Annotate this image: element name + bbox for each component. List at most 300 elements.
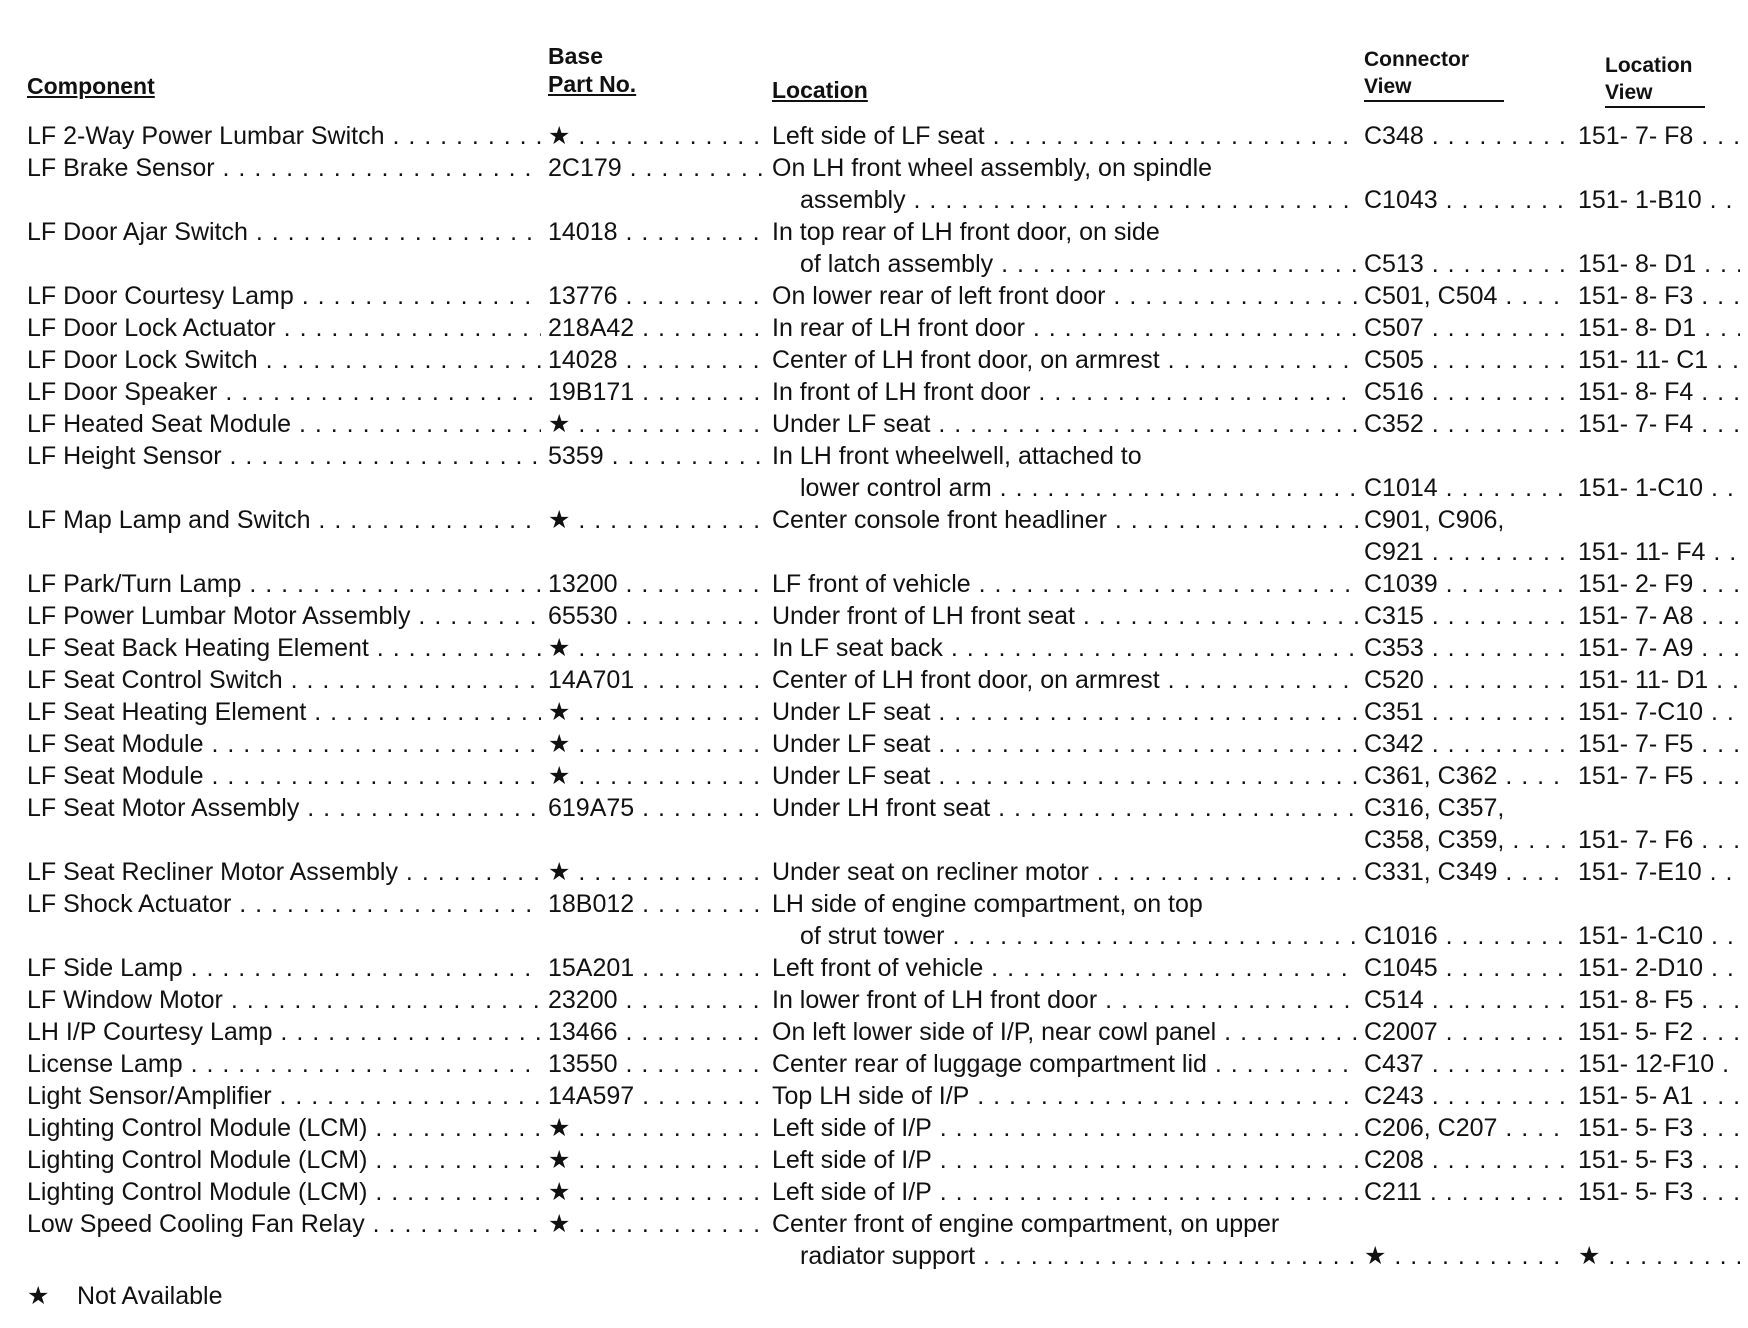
- component-cell-text: LF Shock Actuator: [27, 890, 232, 918]
- component-cell-text: LF Door Lock Switch: [27, 346, 258, 374]
- part-number-cell-text: 5359: [548, 442, 604, 470]
- connector-cell: [1364, 792, 1566, 824]
- part-number-cell: [548, 728, 766, 760]
- table-row: [0, 312, 1748, 344]
- part-number-cell: [548, 376, 766, 408]
- component-cell-text: LF Seat Heating Element: [27, 698, 307, 726]
- location-cell-text: Under LF seat: [772, 698, 931, 726]
- component-cell: [27, 984, 541, 1016]
- table-row: [0, 920, 1748, 952]
- table-row: [0, 280, 1748, 312]
- location-view-cell-text: 151- 1-B10: [1578, 186, 1702, 214]
- component-cell: [27, 504, 541, 536]
- location-cell-text: In LH front wheelwell, attached to: [772, 442, 1142, 470]
- location-view-cell-text: 151- 7- F4: [1578, 410, 1694, 438]
- connector-cell-text: C316, C357,: [1364, 794, 1505, 822]
- component-cell-text: LF Seat Control Switch: [27, 666, 283, 694]
- connector-cell-text: C1039: [1364, 570, 1438, 598]
- connector-cell-text: C348: [1364, 122, 1424, 150]
- component-cell-text: LF Power Lumbar Motor Assembly: [27, 602, 411, 630]
- component-cell-text: LF Height Sensor: [27, 442, 222, 470]
- component-cell: [27, 856, 541, 888]
- connector-cell: [1364, 504, 1566, 536]
- location-view-cell-text: 151- 7- F5: [1578, 762, 1694, 790]
- part-number-cell: [548, 152, 766, 184]
- table-row: [0, 696, 1748, 728]
- connector-cell: [1364, 760, 1566, 792]
- header-connector-line1: Connector: [1364, 48, 1469, 71]
- part-number-cell: [548, 984, 766, 1016]
- location-view-cell-text: 151- 1-C10: [1578, 922, 1704, 950]
- component-cell-text: LF Seat Back Heating Element: [27, 634, 369, 662]
- location-view-cell: [1578, 1080, 1740, 1112]
- connector-cell-text: C243: [1364, 1082, 1424, 1110]
- location-view-cell: [1578, 600, 1740, 632]
- part-number-cell: [548, 856, 766, 888]
- part-number-cell-text: ★: [548, 1146, 571, 1174]
- connector-cell-text: C331, C349: [1364, 858, 1498, 886]
- part-number-cell: [548, 1016, 766, 1048]
- part-number-cell: [548, 888, 766, 920]
- part-number-cell-text: 13466: [548, 1018, 618, 1046]
- part-number-cell: [548, 1048, 766, 1080]
- location-view-cell: [1578, 344, 1740, 376]
- location-cell: [800, 248, 1358, 280]
- table-row: [0, 536, 1748, 568]
- table-row: [0, 1144, 1748, 1176]
- connector-cell-text: C351: [1364, 698, 1424, 726]
- component-cell-text: LF Door Speaker: [27, 378, 218, 406]
- connector-cell: [1364, 856, 1566, 888]
- component-cell: [27, 696, 541, 728]
- part-number-cell-text: 13200: [548, 570, 618, 598]
- location-cell: [772, 1048, 1358, 1080]
- location-view-cell-text: 151- 7- F6: [1578, 826, 1694, 854]
- location-view-cell: [1578, 920, 1740, 952]
- table-row: [0, 1240, 1748, 1272]
- connector-cell: [1364, 1176, 1566, 1208]
- part-number-cell-text: ★: [548, 858, 571, 886]
- table-row: [0, 728, 1748, 760]
- header-component: [27, 72, 155, 100]
- part-number-cell: [548, 568, 766, 600]
- part-number-cell: [548, 632, 766, 664]
- part-number-cell-text: 19B171: [548, 378, 635, 406]
- location-cell: [772, 1176, 1358, 1208]
- location-view-cell: [1578, 1048, 1740, 1080]
- table-row: [0, 600, 1748, 632]
- part-number-cell-text: ★: [548, 698, 571, 726]
- location-view-cell: [1578, 248, 1740, 280]
- connector-cell: [1364, 1016, 1566, 1048]
- component-cell: [27, 664, 541, 696]
- connector-cell: [1364, 696, 1566, 728]
- location-view-cell: [1578, 984, 1740, 1016]
- location-cell-text: In rear of LH front door: [772, 314, 1025, 342]
- part-number-cell: [548, 504, 766, 536]
- table-row: [0, 376, 1748, 408]
- header-base-part-line1: Base: [548, 43, 603, 69]
- component-cell-text: Lighting Control Module (LCM): [27, 1114, 368, 1142]
- table-row: [0, 248, 1748, 280]
- location-view-cell-text: 151- 7- A8: [1578, 602, 1694, 630]
- connector-cell-text: C206, C207: [1364, 1114, 1498, 1142]
- part-number-cell-text: ★: [548, 122, 571, 150]
- location-view-cell-text: 151- 5- F3: [1578, 1146, 1694, 1174]
- part-number-cell-text: 14018: [548, 218, 618, 246]
- component-cell-text: Light Sensor/Amplifier: [27, 1082, 272, 1110]
- component-cell-text: License Lamp: [27, 1050, 183, 1078]
- component-cell: [27, 1144, 541, 1176]
- connector-cell-text: C513: [1364, 250, 1424, 278]
- table-row: [0, 408, 1748, 440]
- connector-cell-text: C501, C504: [1364, 282, 1498, 310]
- location-cell-text: Left side of I/P: [772, 1114, 932, 1142]
- component-cell-text: LF Door Lock Actuator: [27, 314, 276, 342]
- component-cell: [27, 632, 541, 664]
- table-row: [0, 792, 1748, 824]
- location-view-cell: [1578, 568, 1740, 600]
- connector-cell: [1364, 1240, 1566, 1272]
- connector-cell: [1364, 248, 1566, 280]
- location-view-cell-text: 151- 5- F3: [1578, 1178, 1694, 1206]
- location-cell: [772, 1144, 1358, 1176]
- part-number-cell: [548, 312, 766, 344]
- location-cell-text: Left side of I/P: [772, 1146, 932, 1174]
- location-cell: [800, 920, 1358, 952]
- component-cell-text: LF Map Lamp and Switch: [27, 506, 311, 534]
- location-cell-text: Center of LH front door, on armrest: [772, 666, 1160, 694]
- location-cell: [772, 344, 1358, 376]
- connector-cell-text: C342: [1364, 730, 1424, 758]
- footnote: [27, 1280, 222, 1312]
- component-cell: [27, 568, 541, 600]
- location-cell-text: of latch assembly: [800, 250, 994, 278]
- connector-cell-text: C2007: [1364, 1018, 1438, 1046]
- location-cell-text: assembly: [800, 186, 906, 214]
- location-view-cell-text: 151- 7-C10: [1578, 698, 1704, 726]
- connector-cell-text: C1016: [1364, 922, 1438, 950]
- location-view-cell-text: 151- 11- F4: [1578, 538, 1706, 566]
- location-cell-text: Left front of vehicle: [772, 954, 984, 982]
- location-cell-text: Under LF seat: [772, 410, 931, 438]
- part-number-cell: [548, 1176, 766, 1208]
- connector-cell: [1364, 1112, 1566, 1144]
- location-view-cell-text: 151- 11- C1: [1578, 346, 1709, 374]
- component-cell-text: LF Seat Module: [27, 730, 204, 758]
- connector-cell: [1364, 568, 1566, 600]
- location-cell: [772, 120, 1358, 152]
- component-cell: [27, 952, 541, 984]
- location-view-cell: [1578, 856, 1740, 888]
- part-number-cell-text: ★: [548, 506, 571, 534]
- component-cell-text: LF Door Courtesy Lamp: [27, 282, 294, 310]
- component-cell-text: LF Window Motor: [27, 986, 223, 1014]
- component-cell: [27, 1048, 541, 1080]
- location-cell-text: LH side of engine compartment, on top: [772, 890, 1203, 918]
- location-view-cell: [1578, 1144, 1740, 1176]
- component-cell-text: Lighting Control Module (LCM): [27, 1178, 368, 1206]
- part-number-cell: [548, 408, 766, 440]
- location-view-cell: [1578, 1016, 1740, 1048]
- component-cell-text: LF 2-Way Power Lumbar Switch: [27, 122, 385, 150]
- table-row: [0, 568, 1748, 600]
- connector-cell: [1364, 728, 1566, 760]
- table-row: [0, 1208, 1748, 1240]
- location-cell: [772, 152, 1358, 184]
- part-number-cell: [548, 792, 766, 824]
- table-row: [0, 760, 1748, 792]
- component-cell: [27, 152, 541, 184]
- location-cell: [772, 568, 1358, 600]
- part-number-cell-text: 218A42: [548, 314, 635, 342]
- header-location-view-line1: Location: [1605, 54, 1693, 77]
- location-cell: [800, 184, 1358, 216]
- header-component-label: Component: [27, 73, 155, 99]
- connector-cell: [1364, 824, 1566, 856]
- part-number-cell: [548, 1080, 766, 1112]
- location-cell: [772, 952, 1358, 984]
- component-cell: [27, 1112, 541, 1144]
- connector-cell: [1364, 312, 1566, 344]
- connector-cell-text: C353: [1364, 634, 1424, 662]
- table-row: [0, 1016, 1748, 1048]
- part-number-cell-text: ★: [548, 634, 571, 662]
- component-cell: [27, 440, 541, 472]
- location-view-cell: [1578, 952, 1740, 984]
- part-number-cell-text: ★: [548, 1178, 571, 1206]
- location-view-cell-text: 151- 7- F8: [1578, 122, 1694, 150]
- location-cell-text: Center console front headliner: [772, 506, 1107, 534]
- location-cell: [772, 600, 1358, 632]
- component-cell: [27, 408, 541, 440]
- connector-cell-text: C208: [1364, 1146, 1424, 1174]
- part-number-cell-text: ★: [548, 1114, 571, 1142]
- location-cell-text: lower control arm: [800, 474, 992, 502]
- connector-cell: [1364, 344, 1566, 376]
- location-cell-text: of strut tower: [800, 922, 945, 950]
- connector-cell: [1364, 376, 1566, 408]
- location-cell: [772, 1208, 1358, 1240]
- part-number-cell: [548, 760, 766, 792]
- location-view-cell: [1578, 1240, 1740, 1272]
- location-cell: [772, 1080, 1358, 1112]
- location-view-cell-text: 151- 1-C10: [1578, 474, 1704, 502]
- component-cell: [27, 1016, 541, 1048]
- location-cell-text: Center rear of luggage compartment lid: [772, 1050, 1207, 1078]
- header-base-part-line2: Part No.: [548, 71, 637, 97]
- part-number-cell: [548, 440, 766, 472]
- location-cell-text: Center front of engine compartment, on upper: [772, 1210, 1280, 1238]
- component-cell: [27, 1080, 541, 1112]
- connector-cell-text: C361, C362: [1364, 762, 1498, 790]
- location-cell: [800, 1240, 1358, 1272]
- location-cell-text: Under LH front seat: [772, 794, 991, 822]
- component-cell-text: LF Door Ajar Switch: [27, 218, 248, 246]
- component-cell: [27, 120, 541, 152]
- location-view-cell-text: 151- 8- F3: [1578, 282, 1694, 310]
- table-row: [0, 184, 1748, 216]
- connector-cell-text: C1045: [1364, 954, 1438, 982]
- part-number-cell-text: 13550: [548, 1050, 618, 1078]
- component-cell: [27, 1208, 541, 1240]
- location-cell: [772, 792, 1358, 824]
- connector-cell-text: C520: [1364, 666, 1424, 694]
- header-location: [772, 76, 868, 104]
- header-location-view-line2: View: [1605, 81, 1653, 104]
- location-view-cell: [1578, 184, 1740, 216]
- location-cell-text: On lower rear of left front door: [772, 282, 1106, 310]
- table-row: [0, 472, 1748, 504]
- component-cell-text: Low Speed Cooling Fan Relay: [27, 1210, 365, 1238]
- connector-cell-text: C901, C906,: [1364, 506, 1505, 534]
- location-view-cell: [1578, 472, 1740, 504]
- component-cell-text: LF Park/Turn Lamp: [27, 570, 242, 598]
- component-cell-text: LH I/P Courtesy Lamp: [27, 1018, 273, 1046]
- header-location-label: Location: [772, 77, 868, 103]
- connector-cell-text: C921: [1364, 538, 1424, 566]
- location-cell-text: Under seat on recliner motor: [772, 858, 1089, 886]
- location-cell: [772, 760, 1358, 792]
- component-cell: [27, 312, 541, 344]
- location-cell-text: In top rear of LH front door, on side: [772, 218, 1160, 246]
- connector-cell-text: C514: [1364, 986, 1424, 1014]
- location-view-cell-text: 151- 11- D1: [1578, 666, 1709, 694]
- component-cell: [27, 1176, 541, 1208]
- location-view-cell: [1578, 1112, 1740, 1144]
- connector-cell-text: C211: [1364, 1178, 1422, 1206]
- part-number-cell: [548, 696, 766, 728]
- connector-cell: [1364, 1144, 1566, 1176]
- location-cell-text: In LF seat back: [772, 634, 943, 662]
- location-cell-text: On left lower side of I/P, near cowl panel: [772, 1018, 1217, 1046]
- component-cell-text: LF Seat Module: [27, 762, 204, 790]
- table-row: [0, 344, 1748, 376]
- location-view-cell: [1578, 824, 1740, 856]
- location-cell-text: On LH front wheel assembly, on spindle: [772, 154, 1213, 182]
- location-view-cell: [1578, 760, 1740, 792]
- part-number-cell: [548, 216, 766, 248]
- component-cell: [27, 888, 541, 920]
- location-view-cell-text: 151- 5- F2: [1578, 1018, 1694, 1046]
- location-view-cell-text: 151- 8- D1: [1578, 250, 1697, 278]
- location-cell-text: Left side of I/P: [772, 1178, 932, 1206]
- component-cell: [27, 600, 541, 632]
- part-number-cell-text: 23200: [548, 986, 618, 1014]
- location-view-cell: [1578, 1176, 1740, 1208]
- table-row: [0, 1176, 1748, 1208]
- location-view-cell-text: 151- 12-F10: [1578, 1050, 1715, 1078]
- component-cell: [27, 344, 541, 376]
- component-cell: [27, 280, 541, 312]
- location-view-cell-text: 151- 8- D1: [1578, 314, 1697, 342]
- location-view-cell: [1578, 120, 1740, 152]
- location-cell-text: Left side of LF seat: [772, 122, 985, 150]
- connector-cell: [1364, 280, 1566, 312]
- part-number-cell: [548, 344, 766, 376]
- location-cell: [772, 408, 1358, 440]
- connector-cell-text: C358, C359,: [1364, 826, 1505, 854]
- table-row: [0, 984, 1748, 1016]
- location-cell: [800, 472, 1358, 504]
- location-view-cell: [1578, 536, 1740, 568]
- connector-cell-text: C1014: [1364, 474, 1438, 502]
- location-view-cell-text: 151- 5- F3: [1578, 1114, 1694, 1142]
- location-view-cell: [1578, 408, 1740, 440]
- location-view-cell-text: 151- 2-D10: [1578, 954, 1704, 982]
- table-row: [0, 440, 1748, 472]
- location-cell: [772, 376, 1358, 408]
- part-number-cell: [548, 1112, 766, 1144]
- part-number-cell: [548, 280, 766, 312]
- location-cell: [772, 728, 1358, 760]
- connector-cell-text: C507: [1364, 314, 1424, 342]
- component-cell-text: LF Brake Sensor: [27, 154, 215, 182]
- location-view-cell-text: 151- 2- F9: [1578, 570, 1694, 598]
- location-cell-text: In front of LH front door: [772, 378, 1031, 406]
- header-connector-view: [1364, 46, 1504, 102]
- part-number-cell-text: ★: [548, 762, 571, 790]
- connector-cell: [1364, 952, 1566, 984]
- location-cell: [772, 312, 1358, 344]
- part-number-cell-text: 14A597: [548, 1082, 635, 1110]
- connector-cell: [1364, 600, 1566, 632]
- part-number-cell-text: 65530: [548, 602, 618, 630]
- connector-cell: [1364, 120, 1566, 152]
- location-view-cell: [1578, 632, 1740, 664]
- part-number-cell-text: 13776: [548, 282, 618, 310]
- connector-cell: [1364, 184, 1566, 216]
- location-view-cell: [1578, 280, 1740, 312]
- part-number-cell-text: 2C179: [548, 154, 622, 182]
- connector-cell-text: C437: [1364, 1050, 1424, 1078]
- footnote-star-icon: ★: [27, 1282, 50, 1310]
- location-view-cell: [1578, 664, 1740, 696]
- location-view-cell-text: 151- 7- A9: [1578, 634, 1694, 662]
- part-number-cell: [548, 1144, 766, 1176]
- location-view-cell-text: 151- 5- A1: [1578, 1082, 1694, 1110]
- location-view-cell-text: 151- 8- F5: [1578, 986, 1694, 1014]
- location-cell-text: Under LF seat: [772, 730, 931, 758]
- connector-cell: [1364, 920, 1566, 952]
- connector-cell-text: C505: [1364, 346, 1424, 374]
- connector-cell: [1364, 1080, 1566, 1112]
- location-cell: [772, 280, 1358, 312]
- location-view-cell-text: 151- 7-E10: [1578, 858, 1702, 886]
- location-cell-text: radiator support: [800, 1242, 976, 1270]
- part-number-cell-text: ★: [548, 730, 571, 758]
- connector-cell: [1364, 472, 1566, 504]
- component-cell: [27, 760, 541, 792]
- footnote-text: Not Available: [77, 1282, 223, 1310]
- location-cell: [772, 632, 1358, 664]
- location-cell-text: LF front of vehicle: [772, 570, 971, 598]
- table-row: [0, 1048, 1748, 1080]
- table-row: [0, 824, 1748, 856]
- location-cell: [772, 888, 1358, 920]
- table-row: [0, 120, 1748, 152]
- location-cell: [772, 1016, 1358, 1048]
- location-view-cell: [1578, 696, 1740, 728]
- part-number-cell-text: 619A75: [548, 794, 635, 822]
- location-cell-text: Center of LH front door, on armrest: [772, 346, 1160, 374]
- location-view-cell: [1578, 312, 1740, 344]
- location-view-cell: [1578, 376, 1740, 408]
- part-number-cell: [548, 952, 766, 984]
- connector-cell: [1364, 664, 1566, 696]
- component-cell: [27, 792, 541, 824]
- part-number-cell-text: ★: [548, 1210, 571, 1238]
